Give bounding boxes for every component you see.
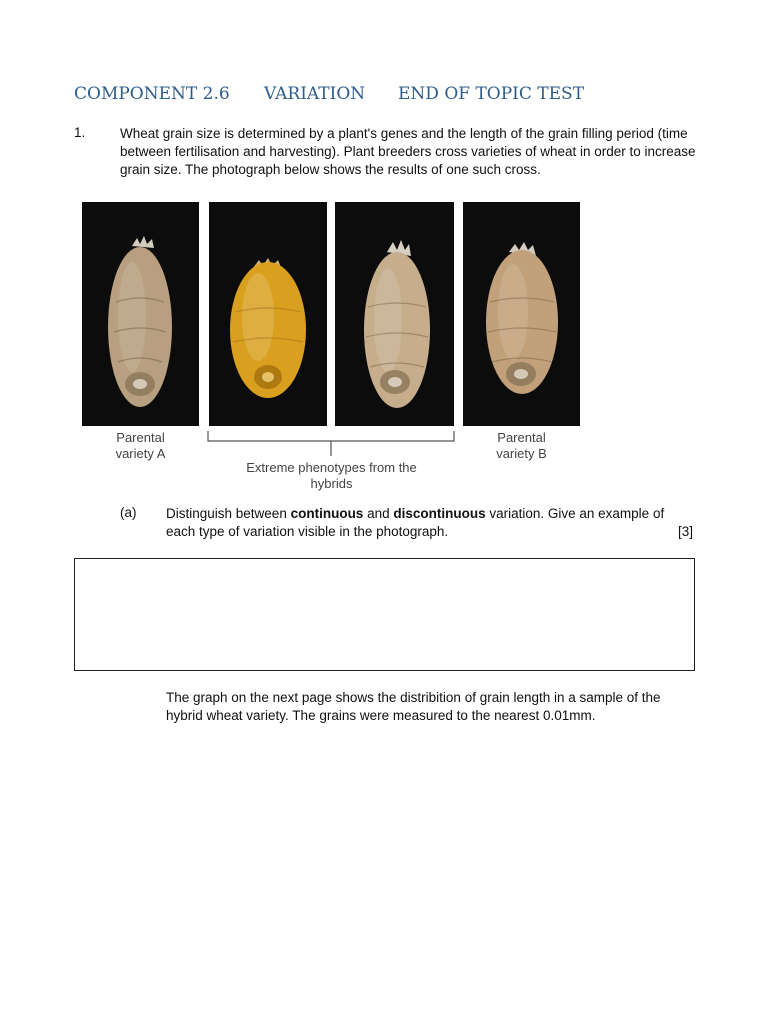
answer-box[interactable] (74, 558, 695, 671)
question-intro: Wheat grain size is determined by a plant's genes and the length of the grain filling period (time between fertilisation and harvesting). Plant breeders cross varieties of wheat in order to increase grain size. The photograph below shows the results of one such cross. (120, 126, 696, 177)
question-number: 1. (74, 125, 86, 140)
term-discontinuous: discontinuous (393, 506, 486, 521)
hybrids-bracket (206, 429, 456, 459)
grain-panel-parent-a (82, 202, 199, 426)
part-a-label: (a) (120, 505, 137, 520)
marks-allocation: [3] (677, 524, 693, 539)
grain-panel-hybrid-2 (335, 202, 454, 426)
topic-label: VARIATION (264, 84, 366, 104)
graph-intro-text: The graph on the next page shows the distribition of grain length in a sample of the hybrid wheat variety. The grains were measured to the nearest 0.01mm. (166, 690, 661, 723)
grain-panel-hybrid-1 (209, 202, 327, 426)
term-continuous: continuous (290, 506, 364, 521)
wheat-grain-photograph (82, 202, 582, 494)
caption-parental-b: Parental variety B (496, 430, 547, 461)
component-label: COMPONENT 2.6 (74, 84, 230, 104)
test-label: END OF TOPIC TEST (398, 84, 585, 104)
caption-hybrids: Extreme phenotypes from the hybrids (246, 460, 417, 491)
grain-panel-parent-b (463, 202, 580, 426)
part-a-question: Distinguish between continuous and discontinuous variation. Give an example of each type of variation visible in the photograph. [3] (166, 506, 693, 539)
caption-parental-a: Parental variety A (115, 430, 166, 461)
